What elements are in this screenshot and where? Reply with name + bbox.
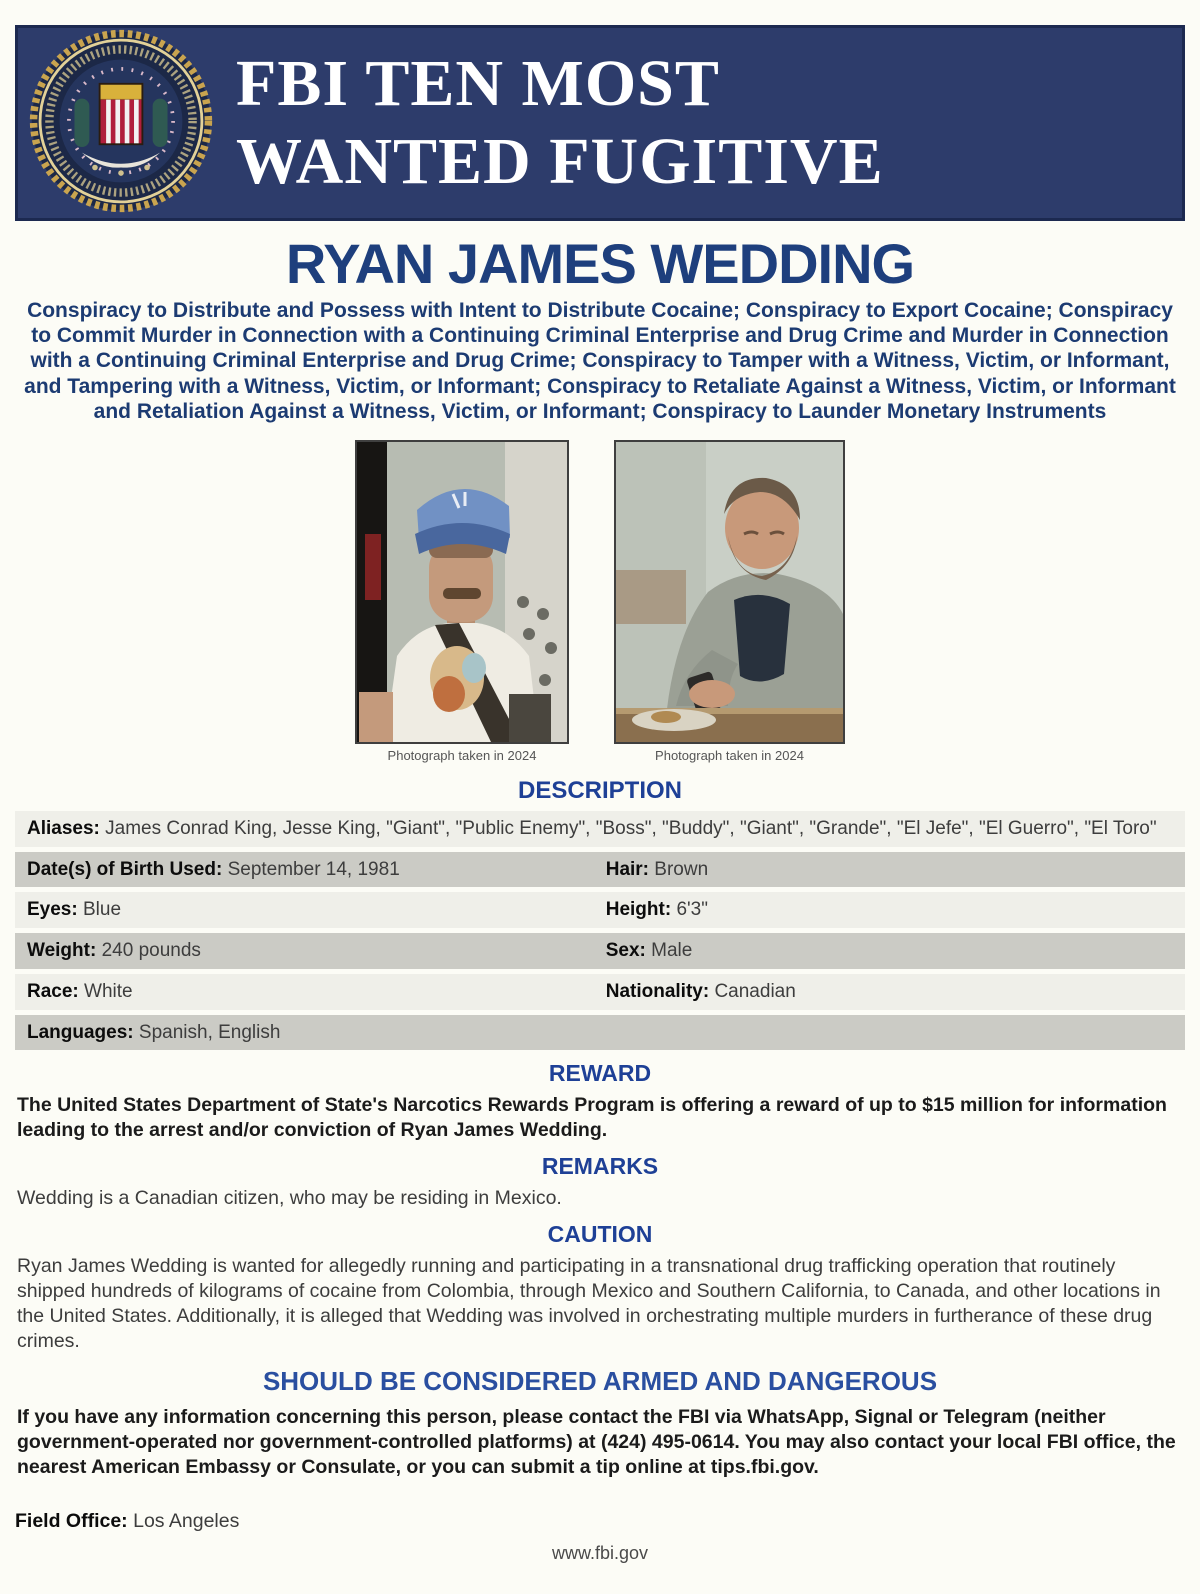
fbi-website-text: www.fbi.gov — [551, 1542, 649, 1563]
poster-title — [236, 45, 1182, 201]
armed-dangerous-heading: SHOULD BE CONSIDERED ARMED AND DANGEROUS — [262, 1366, 938, 1397]
description-heading: DESCRIPTION — [517, 776, 682, 804]
table-row-weight-sex — [15, 933, 1185, 969]
weight-label: Weight: — [27, 940, 97, 962]
table-row-languages — [15, 1015, 1185, 1051]
poster-title-line1: FBI TEN MOST — [236, 47, 720, 121]
race-label: Race: — [27, 980, 79, 1002]
nationality-label: Nationality: — [605, 980, 710, 1002]
caution-text: Ryan James Wedding is wanted for allegedly running and participating in a transnational drug trafficking operation that routinely shipped hundreds of kilograms of cocaine from Colombia, through Mexico and Southern California, to Canada, and other locations in the United States. Additionally, it is alleged that Wedding was involved in orchestrating multiple murders in furtherance of these drug crimes. — [17, 1255, 1161, 1353]
charges-text: Conspiracy to Distribute and Possess with Intent to Distribute Cocaine; Conspiracy to Export Cocaine; Conspiracy to Commit Murder in Connection with a Continuing Criminal Enterprise and Drug Crime and Murder in Connection with a Continuing Criminal Enterprise and Drug Crime; Conspiracy to Tamper with a Witness, Victim, or Informant, and Tampering with a Witness, Victim, or Informant; Conspiracy to Retaliate Against a Witness, Victim, or Informant and Retaliation Against a Witness, Victim, or Informant; Conspiracy to Launder Monetary Instruments — [24, 299, 1176, 423]
table-row-aliases — [15, 811, 1185, 847]
sex-cell — [606, 939, 1173, 963]
hair-cell — [606, 858, 1173, 882]
eyes-value: Blue — [82, 899, 122, 921]
field-office-label: Field Office: — [15, 1509, 128, 1532]
weight-cell — [27, 939, 606, 963]
photo-left-image — [355, 440, 569, 744]
height-value: 6'3" — [676, 899, 708, 921]
photo-left-caption: Photograph taken in 2024 — [387, 747, 537, 763]
race-value: White — [84, 980, 133, 1002]
table-row-race-nationality — [15, 974, 1185, 1010]
contact-text: If you have any information concerning this person, please contact the FBI via WhatsApp, Signal or Telegram (neither government-operated nor government-controlled platforms) at (424) 495-0614. You may also contact your local FBI office, the nearest American Embassy or Consulate, or you can submit a tip online at tips.fbi.gov. — [17, 1406, 1176, 1479]
sex-value: Male — [651, 940, 693, 962]
poster-title-line2: WANTED FUGITIVE — [236, 125, 884, 198]
race-cell — [27, 980, 606, 1004]
photo-row — [15, 440, 1185, 763]
hair-label: Hair: — [605, 858, 650, 880]
eyes-cell — [27, 898, 606, 922]
height-cell — [606, 898, 1173, 922]
photo-right-caption: Photograph taken in 2024 — [655, 747, 804, 763]
field-office-value: Los Angeles — [133, 1509, 240, 1532]
fbi-seal-icon — [28, 28, 214, 219]
photo-left — [355, 440, 569, 763]
table-row-eyes-height — [15, 892, 1185, 928]
fugitive-name: RYAN JAMES WEDDING — [285, 232, 915, 295]
photo-right-image — [614, 440, 845, 744]
dob-value: September 14, 1981 — [227, 858, 400, 880]
field-office-line — [15, 1510, 1185, 1533]
reward-text: The United States Department of State's Narcotics Rewards Program is offering a reward of up to $15 million for information leading to the arrest and/or conviction of Ryan James Wedding. — [17, 1094, 1167, 1142]
description-table — [15, 811, 1185, 1051]
height-label: Height: — [605, 899, 672, 921]
caution-heading: CAUTION — [547, 1221, 653, 1248]
reward-heading: REWARD — [548, 1060, 652, 1087]
nationality-value: Canadian — [714, 980, 796, 1002]
languages-value: Spanish, English — [138, 1021, 281, 1043]
aliases-label: Aliases: — [27, 817, 100, 839]
sex-label: Sex: — [605, 940, 646, 962]
eyes-label: Eyes: — [27, 899, 78, 921]
remarks-text: Wedding is a Canadian citizen, who may be residing in Mexico. — [17, 1187, 562, 1210]
nationality-cell — [606, 980, 1173, 1004]
remarks-heading: REMARKS — [541, 1153, 659, 1180]
weight-value: 240 pounds — [101, 940, 201, 962]
aliases-cell — [27, 817, 1157, 841]
dob-cell — [27, 858, 606, 882]
photo-right — [614, 440, 845, 763]
aliases-value: James Conrad King, Jesse King, "Giant", "Public Enemy", "Boss", "Buddy", "Giant", "Grande", "El Jefe", "El Guerro", "El Toro" — [105, 817, 1157, 839]
dob-label: Date(s) of Birth Used: — [27, 858, 223, 880]
header-banner — [15, 25, 1185, 221]
table-row-dob-hair — [15, 852, 1185, 888]
languages-cell — [27, 1021, 280, 1045]
hair-value: Brown — [654, 858, 709, 880]
languages-label: Languages: — [27, 1021, 134, 1043]
